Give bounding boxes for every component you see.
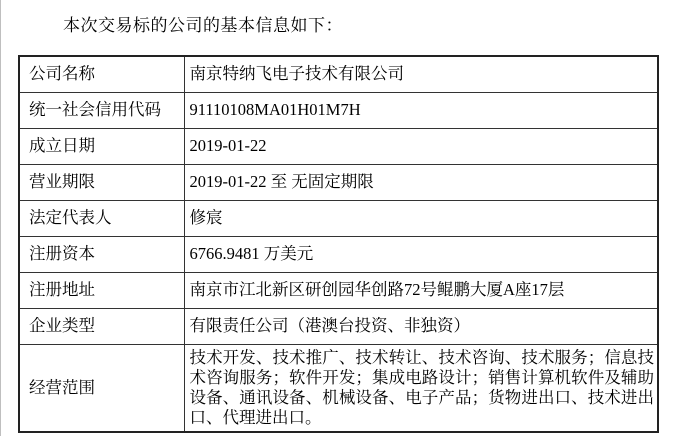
row-value: 2019-01-22 至 无固定期限 bbox=[184, 164, 658, 200]
table-row-registered-address bbox=[19, 272, 658, 308]
table-row-enterprise-type bbox=[19, 308, 658, 344]
table-row-business-scope bbox=[19, 344, 658, 432]
row-value: 南京市江北新区研创园华创路72号鲲鹏大厦A座17层 bbox=[184, 272, 658, 308]
scan-edge-line bbox=[0, 0, 1, 436]
row-value: 有限责任公司（港澳台投资、非独资） bbox=[184, 308, 658, 344]
row-value: 91110108MA01H01M7H bbox=[184, 92, 658, 128]
table-row-registered-capital bbox=[19, 236, 658, 272]
table-row-business-term bbox=[19, 164, 658, 200]
row-label: 营业期限 bbox=[19, 164, 184, 200]
row-value: 6766.9481 万美元 bbox=[184, 236, 658, 272]
table-row-establish-date bbox=[19, 128, 658, 164]
table-row-legal-representative bbox=[19, 200, 658, 236]
table-row-credit-code bbox=[19, 92, 658, 128]
row-label: 企业类型 bbox=[19, 308, 184, 344]
row-label: 统一社会信用代码 bbox=[19, 92, 184, 128]
company-info-table bbox=[18, 55, 659, 433]
row-label: 注册资本 bbox=[19, 236, 184, 272]
row-label: 公司名称 bbox=[19, 56, 184, 92]
row-label: 经营范围 bbox=[19, 344, 184, 432]
row-value: 修宸 bbox=[184, 200, 658, 236]
intro-text: 本次交易标的公司的基本信息如下： bbox=[63, 16, 343, 35]
row-value: 2019-01-22 bbox=[184, 128, 658, 164]
row-label: 法定代表人 bbox=[19, 200, 184, 236]
row-value: 南京特纳飞电子技术有限公司 bbox=[184, 56, 658, 92]
row-value: 技术开发、技术推广、技术转让、技术咨询、技术服务；信息技术咨询服务；软件开发；集成电路设计；销售计算机软件及辅助设备、通讯设备、机械设备、电子产品；货物进出口、技术进出口、代理进出口。 bbox=[184, 344, 658, 432]
table-row-company-name bbox=[19, 56, 658, 92]
row-label: 成立日期 bbox=[19, 128, 184, 164]
row-label: 注册地址 bbox=[19, 272, 184, 308]
